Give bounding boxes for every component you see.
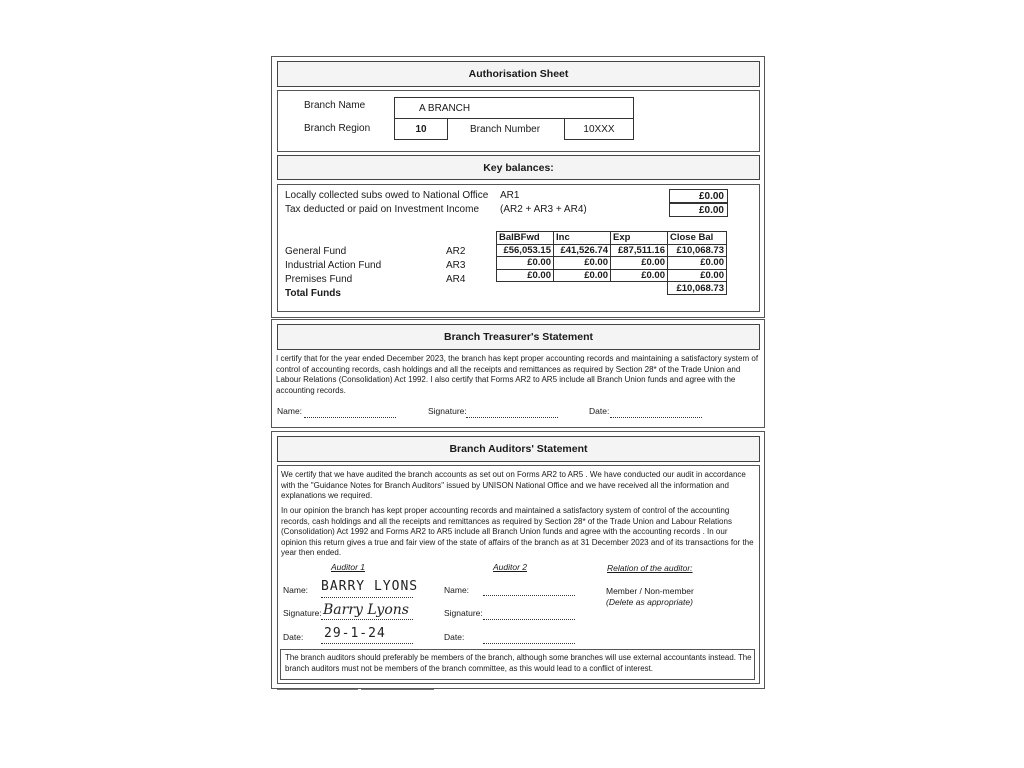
table-cell: £10,068.73 xyxy=(668,244,727,257)
subs-owed-ref: AR1 xyxy=(500,190,520,201)
branch-name-field[interactable]: A BRANCH xyxy=(394,97,634,119)
auditor-1-signature-label: Signature: xyxy=(283,608,322,618)
auditor-2-name-line[interactable] xyxy=(483,595,575,596)
auditor-1-name-value[interactable]: BARRY LYONS xyxy=(321,579,419,594)
col-header: BalBFwd xyxy=(497,232,554,245)
auditor-2-name-label: Name: xyxy=(444,585,470,595)
relation-hint: (Delete as appropriate) xyxy=(606,597,693,607)
treasurer-title: Branch Treasurer's Statement xyxy=(277,324,760,350)
treasurer-name-label: Name: xyxy=(277,406,303,416)
table-cell: £0.00 xyxy=(554,269,611,282)
auditors-paragraph-2: In our opinion the branch has kept proper accounting records and maintained a satisfactory system of control of the accounting records, cash holdings and all the receipts and remittances as required by Section 28* of the Trade Union and Labour Relations (Consolidation) Act 1992 and Forms AR2 to AR5 include all Branch Union funds and agree with the accounting records . In our opinion this return gives a true and fair view of the state of affairs of the branch as at 31 December 2023 and of its transactions for the year then ended. xyxy=(281,506,754,557)
branch-number-field[interactable]: 10XXX xyxy=(564,118,634,140)
table-cell: £0.00 xyxy=(497,269,554,282)
table-cell: £0.00 xyxy=(611,269,668,282)
relation-heading: Relation of the auditor: xyxy=(607,563,693,573)
treasurer-statement-text: I certify that for the year ended December 2023, the branch has kept proper accounting records and maintaining a satisfactory system of control of accounting records, cash holdings and all the receipts and remittances as required by Section 28* of the Trade Union and Labour Relations (Consolidation) Act 1992. I also certify that Forms AR2 to AR5 include all Branch Union funds and agree with the accounting records. xyxy=(276,354,759,395)
table-cell: £0.00 xyxy=(497,257,554,270)
treasurer-signature-label: Signature: xyxy=(428,406,467,416)
branch-name-label: Branch Name xyxy=(304,100,366,111)
col-header: Exp xyxy=(611,232,668,245)
footer-divider xyxy=(361,689,434,690)
treasurer-date-label: Date: xyxy=(589,406,610,416)
auditor-1-signature-value[interactable]: Barry Lyons xyxy=(323,602,409,618)
subs-owed-label: Locally collected subs owed to National Office xyxy=(285,190,489,201)
table-cell: £0.00 xyxy=(668,257,727,270)
table-cell: £41,526.74 xyxy=(554,244,611,257)
table-cell: £0.00 xyxy=(611,257,668,270)
treasurer-date-line[interactable] xyxy=(610,417,702,418)
auditor-2-date-label: Date: xyxy=(444,632,465,642)
total-funds-label: Total Funds xyxy=(285,288,341,299)
tax-deducted-ref: (AR2 + AR3 + AR4) xyxy=(500,204,587,215)
total-funds-value: £10,068.73 xyxy=(668,282,727,295)
fund-name: Industrial Action Fund xyxy=(285,260,382,271)
auditor-2-heading: Auditor 2 xyxy=(493,562,528,572)
branch-number-label: Branch Number xyxy=(470,124,541,135)
table-cell: £0.00 xyxy=(668,269,727,282)
fund-ref: AR3 xyxy=(446,260,466,271)
fund-name: General Fund xyxy=(285,246,347,257)
tax-deducted-value: £0.00 xyxy=(669,203,728,217)
balances-table xyxy=(496,231,727,295)
table-cell: £87,511.16 xyxy=(611,244,668,257)
footer-divider xyxy=(277,689,358,690)
auditor-1-signature-line xyxy=(321,619,413,620)
table-cell: £0.00 xyxy=(554,257,611,270)
auditor-1-date-line xyxy=(321,643,413,644)
auditors-note: The branch auditors should preferably be members of the branch, although some branches will use external accountants instead. The branch auditors must not be members of the branch committee, as this would lead to a conflict of interest. xyxy=(285,653,752,673)
auditors-title: Branch Auditors' Statement xyxy=(277,436,760,462)
treasurer-signature-line[interactable] xyxy=(466,417,558,418)
col-header: Close Bal xyxy=(668,232,727,245)
table-cell: £56,053.15 xyxy=(497,244,554,257)
auditor-2-date-line[interactable] xyxy=(483,643,575,644)
auditor-1-heading: Auditor 1 xyxy=(331,562,366,572)
fund-ref: AR2 xyxy=(446,246,466,257)
auditor-1-name-label: Name: xyxy=(283,585,309,595)
branch-region-label: Branch Region xyxy=(304,123,371,134)
key-balances-title: Key balances: xyxy=(277,155,760,180)
auditor-1-date-label: Date: xyxy=(283,632,304,642)
branch-region-field[interactable]: 10 xyxy=(394,118,448,140)
auditor-1-name-line xyxy=(321,597,413,598)
auditor-2-signature-label: Signature: xyxy=(444,608,483,618)
auditors-paragraph-1: We certify that we have audited the branch accounts as set out on Forms AR2 to AR5 . We have conducted our audit in accordance with the "Guidance Notes for Branch Auditors" issued by UNISON National Office and we have received all the information and explanations we required. xyxy=(281,470,746,500)
tax-deducted-label: Tax deducted or paid on Investment Income xyxy=(285,204,480,215)
authorisation-title: Authorisation Sheet xyxy=(277,61,760,87)
auditor-1-date-value[interactable]: 29-1-24 xyxy=(324,626,386,641)
relation-member-option[interactable]: Member / Non-member xyxy=(606,586,694,596)
fund-name: Premises Fund xyxy=(285,274,353,285)
treasurer-name-line[interactable] xyxy=(304,417,396,418)
fund-ref: AR4 xyxy=(446,274,466,285)
subs-owed-value: £0.00 xyxy=(669,189,728,203)
auditor-2-signature-line[interactable] xyxy=(483,619,575,620)
col-header: Inc xyxy=(554,232,611,245)
